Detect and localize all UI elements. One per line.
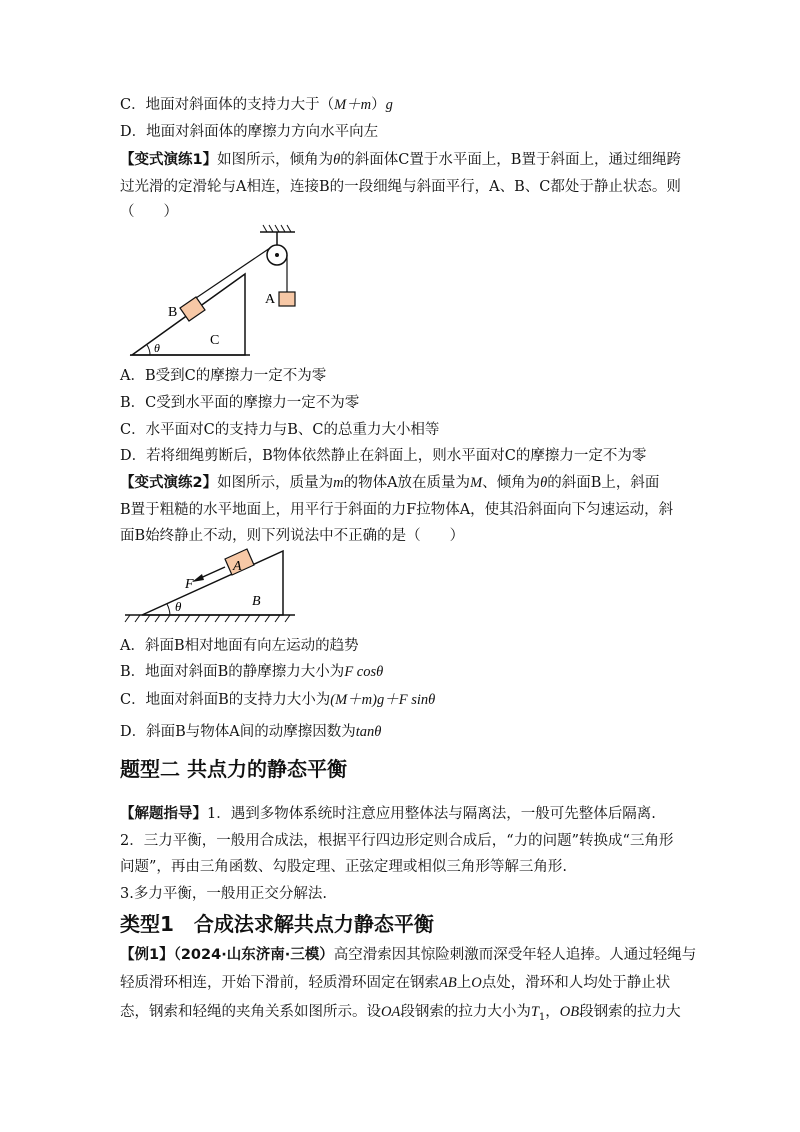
guide-label: 【解题指导】 xyxy=(120,806,207,822)
theta-arc xyxy=(147,345,150,355)
label-theta: θ xyxy=(154,341,160,355)
type1-title: 类型1 合成法求解共点力静态平衡 xyxy=(120,912,434,936)
variant1-option-a: A．B受到C的摩擦力一定不为零 xyxy=(120,368,327,384)
label-f: F xyxy=(185,577,194,592)
section2-title: 题型二 共点力的静态平衡 xyxy=(120,757,347,781)
example1-label: 【例1】 xyxy=(120,947,174,963)
variant2-option-a: A．斜面B相对地面有向左运动的趋势 xyxy=(120,638,359,654)
label-a: A xyxy=(265,292,276,307)
block-a xyxy=(279,292,295,306)
ground-hatch xyxy=(125,615,290,622)
label-b: B xyxy=(168,305,178,320)
guide-line1: 【解题指导】1．遇到多物体系统时注意应用整体法与隔离法，一般可先整体后隔离. xyxy=(120,806,656,822)
variant2-label: 【变式演练2】 xyxy=(120,475,218,491)
variant1-figure xyxy=(120,222,310,362)
variant2-option-c: C．地面对斜面B的支持力大小为(M＋m)g＋F sinθ xyxy=(120,692,436,708)
theta-arc xyxy=(167,604,170,615)
variant2-option-d: D．斜面B与物体A间的动摩擦因数为tanθ xyxy=(120,724,382,740)
variant2-question-line1: 【变式演练2】如图所示，质量为m的物体A放在质量为M、倾角为θ的斜面B上，斜面 xyxy=(120,475,660,491)
label-theta: θ xyxy=(175,599,182,614)
variant1-question-line2: 过光滑的定滑轮与A相连，连接B的一段细绳与斜面平行，A、B、C都处于静止状态。则 xyxy=(120,179,681,195)
variant1-question-line1: 【变式演练1】如图所示，倾角为θ的斜面体C置于水平面上，B置于斜面上，通过细绳跨 xyxy=(120,152,681,168)
example1-line2: 轻质滑环相连，开始下滑前，轻质滑环固定在钢索AB上O点处，滑环和人均处于静止状 xyxy=(120,975,671,991)
rope-b xyxy=(196,248,270,298)
prev-option-d: D．地面对斜面体的摩擦力方向水平向左 xyxy=(120,124,379,140)
variant2-question-line3: 面B始终静止不动，则下列说法中不正确的是（ ） xyxy=(120,528,465,544)
variant2-option-b: B．地面对斜面B的静摩擦力大小为F cosθ xyxy=(120,664,384,680)
guide-line3: 3.多力平衡，一般用正交分解法. xyxy=(120,886,327,902)
example1-line1: 【例1】（2024·山东济南·三模）高空滑索因其惊险刺激而深受年轻人追捧。人通过轻绳与 xyxy=(120,947,697,963)
prev-option-c: C．地面对斜面体的支持力大于（M＋m）g xyxy=(120,97,393,113)
variant1-question-line3: （ ） xyxy=(120,204,178,220)
variant2-question-line2: B置于粗糙的水平地面上，用平行于斜面的力F拉物体A，使其沿斜面向下匀速运动，斜 xyxy=(120,502,674,518)
variant2-figure xyxy=(120,545,300,625)
variant1-option-c: C．水平面对C的支持力与B、C的总重力大小相等 xyxy=(120,422,440,438)
example1-line3: 态，钢索和轻绳的夹角关系如图所示。设OA段钢索的拉力大小为$T_1$，OB段钢索的拉力大 xyxy=(120,1004,681,1023)
guide-line2: 2．三力平衡，一般用合成法，根据平行四边形定则合成后，“力的问题”转换成“三角形 xyxy=(120,833,674,849)
guide-line2b: 问题”，再由三角函数、勾股定理、正弦定理或相似三角形等解三角形. xyxy=(120,859,568,875)
label-a: A xyxy=(233,559,242,574)
label-b: B xyxy=(252,594,261,609)
label-c: C xyxy=(210,333,220,348)
incline-b xyxy=(142,551,283,615)
variant1-label: 【变式演练1】 xyxy=(120,152,218,168)
example1-source: （2024·山东济南·三模） xyxy=(173,947,334,963)
variant1-option-b: B．C受到水平面的摩擦力一定不为零 xyxy=(120,395,360,411)
variant1-option-d: D．若将细绳剪断后，B物体依然静止在斜面上，则水平面对C的摩擦力一定不为零 xyxy=(120,448,647,464)
